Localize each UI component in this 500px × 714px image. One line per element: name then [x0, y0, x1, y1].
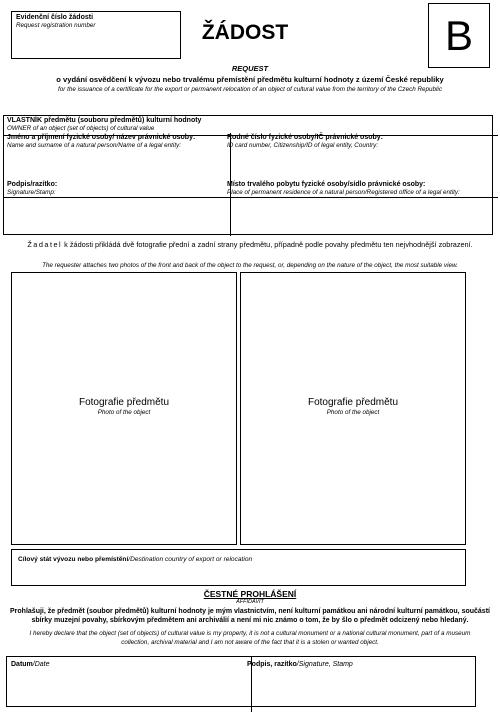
photo-note-text: k žádosti přikládá dvě fotografie přední a zadní strany předmětu, případně podle povahy předmětu ten nejvhodnější zobrazení. — [62, 240, 473, 249]
owner-heading-en: OWNER of an object (set of objects) of cultural value — [7, 125, 155, 132]
date-field[interactable] — [7, 657, 252, 712]
footer-signature-field[interactable] — [243, 657, 483, 712]
owner-residence-field[interactable] — [224, 180, 498, 236]
owner-name-label-en: Name and surname of a natural person/Name of a legal entity: — [7, 142, 181, 149]
photo-front-label-en: Photo of the object — [97, 409, 151, 416]
date-label: Datum — [11, 661, 33, 668]
photo-back-frame[interactable] — [240, 272, 466, 545]
photo-note-en: The requester attaches two photos of the front and back of the object to the request, or, depending on the nature of the object, the most suitable view. — [42, 262, 458, 269]
request-heading — [40, 64, 460, 94]
request-subtitle: o vydání osvědčení k vývozu nebo trvalému přemístění předmětu kulturní hodnoty z území České republiky — [56, 75, 444, 84]
photo-front-label: Fotografie předmětu — [78, 397, 170, 408]
affidavit-title: ČESTNÉ PROHLÁŠENÍ — [203, 589, 297, 599]
photo-front-frame[interactable] — [11, 272, 237, 545]
photo-back-label: Fotografie předmětu — [307, 397, 399, 408]
registration-label: Evidenční číslo žádosti — [16, 14, 94, 21]
form-letter: B — [444, 12, 473, 59]
photo-note — [20, 240, 480, 249]
footer-signature-label-en: /Signature, Stamp — [296, 661, 353, 668]
footer-signature-label: Podpis, razítko — [247, 661, 297, 668]
page-title: ŽÁDOST — [201, 21, 289, 44]
owner-residence-label: Místo trvalého pobytu fyzické osoby/sídlo právnické osoby: — [227, 181, 426, 188]
owner-id-label-en: ID card number, Citizenship/ID of legal entity, Country: — [227, 142, 379, 149]
registration-label-en: Request registration number — [16, 22, 96, 29]
affidavit-text-en: I hereby declare that the object (set of objects) of cultural value is my property, it is not a cultural monument or a national cultural monument, part of a museum collection, archival material and I am not aware of the fact that it is a stolen or wanted object. — [29, 630, 471, 646]
destination-field[interactable] — [11, 549, 466, 586]
form-letter-box — [428, 3, 490, 68]
owner-signature-label: Podpis/razítko: — [7, 181, 58, 188]
photo-back-caption — [241, 397, 465, 417]
owner-signature-label-en: Signature/Stamp: — [7, 189, 56, 196]
date-label-en: /Date — [32, 661, 50, 668]
registration-number-field[interactable] — [11, 11, 181, 59]
affidavit-title-en: AFFIDAVIT — [236, 599, 264, 605]
owner-heading: VLASTNÍK předmětu (souboru předmětů) kulturní hodnoty — [7, 117, 202, 124]
destination-label: Cílový stát vývozu nebo přemístění — [18, 556, 129, 563]
owner-signature-field[interactable] — [4, 180, 231, 236]
request-title-en: REQUEST — [231, 64, 269, 73]
destination-label-en: /Destination country of export or relocation — [128, 556, 253, 563]
owner-residence-label-en: Place of permanent residence of a natural person/Registered office of a legal entity: — [227, 189, 460, 196]
owner-id-label: Rodné číslo fyzické osoby/IČ právnické osoby: — [227, 134, 383, 141]
owner-section — [3, 115, 493, 235]
affidavit-text: Prohlašuji, že předmět (soubor předmětů) kulturní hodnoty je mým vlastnictvím, není kulturní památkou ani národní kulturní památkou, součástí sbírky muzejní povahy, sbírkovým předmětem ani archiválií a není mi nic známo o tom, že by šlo o předmět odcizený nebo hledaný. — [10, 608, 490, 624]
footer-section — [6, 656, 476, 707]
photo-note-lead: Žadatel — [27, 240, 63, 249]
photo-front-caption — [12, 397, 236, 417]
photo-back-label-en: Photo of the object — [326, 409, 380, 416]
affidavit-section — [6, 589, 494, 647]
request-subtitle-en: for the issuance of a certificate for the export or permanent relocation of an object of cultural value from the territory of the Czech Republic — [58, 86, 442, 93]
owner-name-label: Jméno a příjmení fyzické osoby/ název právnické osoby: — [7, 134, 196, 141]
